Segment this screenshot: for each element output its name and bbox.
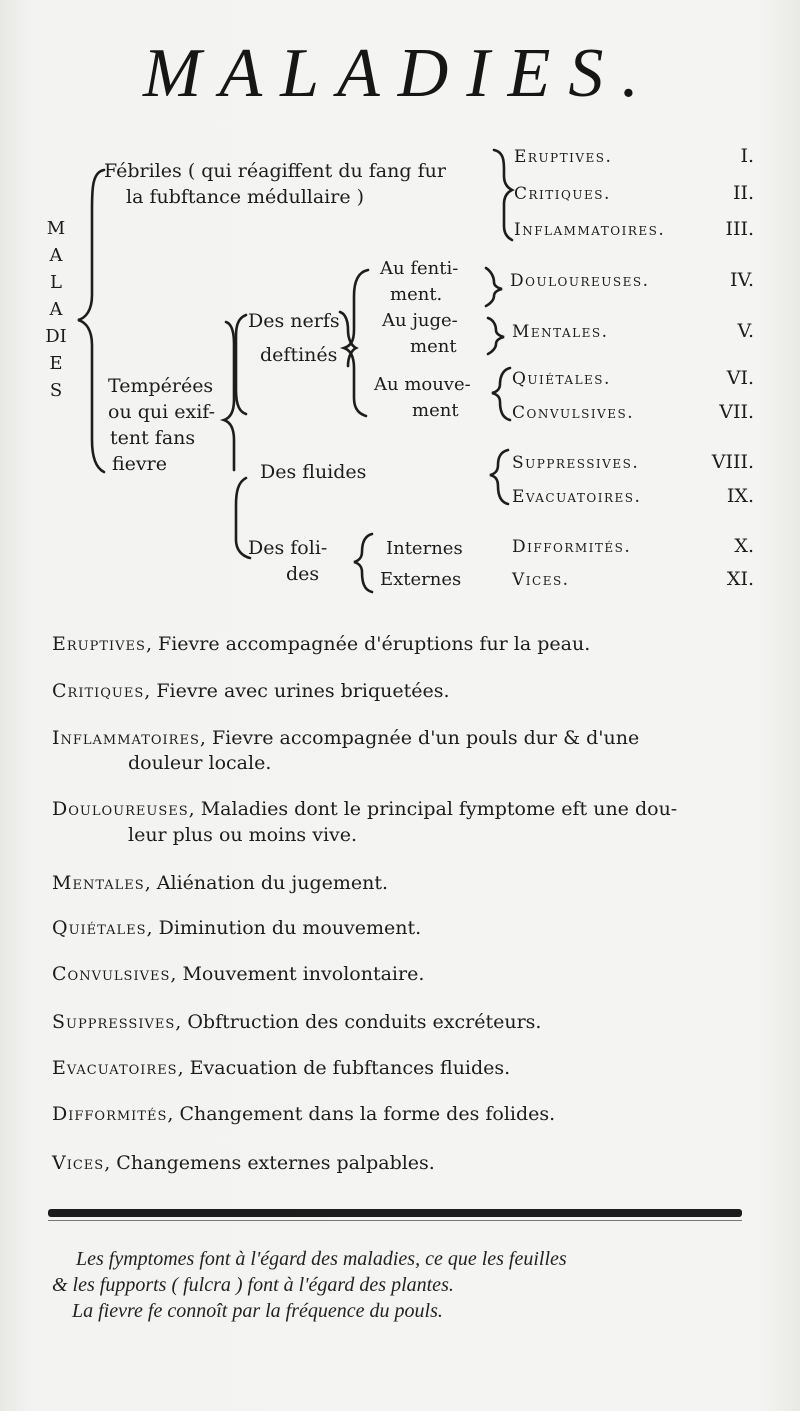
definition-line xyxy=(52,798,677,820)
definition-text: , Changement dans la forme des folides. xyxy=(167,1103,556,1125)
definition-line xyxy=(52,1011,541,1033)
definition-term: Evacuatoires xyxy=(52,1057,178,1079)
tree-sentiment-line2: ment. xyxy=(390,284,443,305)
definition-text: , Maladies dont le principal fymptome eft une dou- xyxy=(188,798,678,820)
class-numeral: I. xyxy=(740,145,754,167)
tree-febriles-line2: la fubftance médullaire ) xyxy=(126,186,365,208)
definition-line xyxy=(52,727,639,749)
class-name: Critiques. xyxy=(514,184,611,204)
class-numeral: IV. xyxy=(730,269,754,291)
class-name: Mentales. xyxy=(512,322,609,342)
page-title: MALADIES. xyxy=(143,35,657,112)
definition-text: , Mouvement involontaire. xyxy=(170,963,425,985)
definition-term: Douloureuses xyxy=(52,798,189,820)
definition-term: Convulsives xyxy=(52,963,171,985)
definition-text: , Fievre avec urines briquetées. xyxy=(144,680,450,702)
class-numeral: II. xyxy=(732,182,754,204)
class-numeral: V. xyxy=(737,320,754,342)
vertical-label: MALADIES xyxy=(45,218,67,401)
class-numeral: VII. xyxy=(719,401,754,423)
tree-sentiment-line1: Au fenti- xyxy=(380,258,459,279)
tree-temperees-line3: tent fans xyxy=(110,427,196,449)
definition-text: , Fievre accompagnée d'éruptions fur la peau. xyxy=(145,633,591,655)
tree-nerfs-line1: Des nerfs xyxy=(248,310,340,332)
class-name: Suppressives. xyxy=(512,453,640,473)
definition-term: Vices xyxy=(52,1152,105,1174)
definition-continuation: leur plus ou moins vive. xyxy=(128,824,358,846)
class-name: Quiétales. xyxy=(512,369,611,389)
class-name: Douloureuses. xyxy=(510,271,650,291)
tree-fluides: Des fluides xyxy=(260,461,367,483)
footnote-line1: Les fymptomes font à l'égard des maladies, ce que les feuilles xyxy=(76,1248,567,1270)
tree-temperees-line4: fievre xyxy=(112,453,167,475)
tree-jugement-line1: Au juge- xyxy=(382,310,458,331)
definition-term: Eruptives xyxy=(52,633,146,655)
tree-temperees-line1: Tempérées xyxy=(108,375,214,397)
tree-solides-line1: Des foli- xyxy=(248,537,328,559)
definition-continuation: douleur locale. xyxy=(128,752,272,774)
definition-line xyxy=(52,1057,510,1079)
class-name: Eruptives. xyxy=(514,147,613,167)
class-numeral: III. xyxy=(725,218,754,240)
definition-term: Mentales xyxy=(52,872,145,894)
definition-term: Quiétales xyxy=(52,917,147,939)
class-numeral: VIII. xyxy=(711,451,754,473)
definition-text: , Changemens externes palpables. xyxy=(104,1152,435,1174)
tree-nerfs-line2: deftinés xyxy=(260,344,338,366)
class-numeral: VI. xyxy=(726,367,754,389)
tree-jugement-line2: ment xyxy=(410,336,457,357)
class-name: Inflammatoires. xyxy=(514,220,666,240)
definition-term: Suppressives xyxy=(52,1011,176,1033)
class-name: Difformités. xyxy=(512,537,632,557)
definition-text: , Diminution du mouvement. xyxy=(146,917,422,939)
definition-text: , Obftruction des conduits excréteurs. xyxy=(175,1011,542,1033)
definition-line xyxy=(52,917,421,939)
definition-text: , Fievre accompagnée d'un pouls dur & d'une xyxy=(199,727,640,749)
definition-text: , Evacuation de fubftances fluides. xyxy=(177,1057,511,1079)
footnote-line2: & les fupports ( fulcra ) font à l'égard des plantes. xyxy=(52,1274,454,1296)
definition-line xyxy=(52,963,424,985)
definition-line xyxy=(52,680,450,702)
class-numeral: IX. xyxy=(726,485,754,507)
definition-line xyxy=(52,1103,555,1125)
tree-mouvement-line2: ment xyxy=(412,400,459,421)
class-numeral: XI. xyxy=(726,568,754,590)
tree-temperees-line2: ou qui exif- xyxy=(108,401,216,423)
tree-febriles-line1: Fébriles ( qui réagiffent du fang fur xyxy=(104,160,446,182)
class-name: Convulsives. xyxy=(512,403,635,423)
definition-text: , Aliénation du jugement. xyxy=(144,872,389,894)
class-name: Vices. xyxy=(512,570,570,590)
tree-mouvement-line1: Au mouve- xyxy=(374,374,471,395)
definition-line xyxy=(52,872,388,894)
definition-term: Inflammatoires xyxy=(52,727,200,749)
tree-externes: Externes xyxy=(380,569,462,590)
footnote-line3: La fievre fe connoît par la fréquence du pouls. xyxy=(72,1300,443,1322)
tree-solides-line2: des xyxy=(286,563,320,585)
definition-line xyxy=(52,633,590,655)
definition-term: Difformités xyxy=(52,1103,168,1125)
definition-term: Critiques xyxy=(52,680,145,702)
horizontal-rule xyxy=(48,1209,742,1217)
tree-internes: Internes xyxy=(386,538,463,559)
definition-line xyxy=(52,1152,435,1174)
class-name: Evacuatoires. xyxy=(512,487,642,507)
class-numeral: X. xyxy=(734,535,754,557)
